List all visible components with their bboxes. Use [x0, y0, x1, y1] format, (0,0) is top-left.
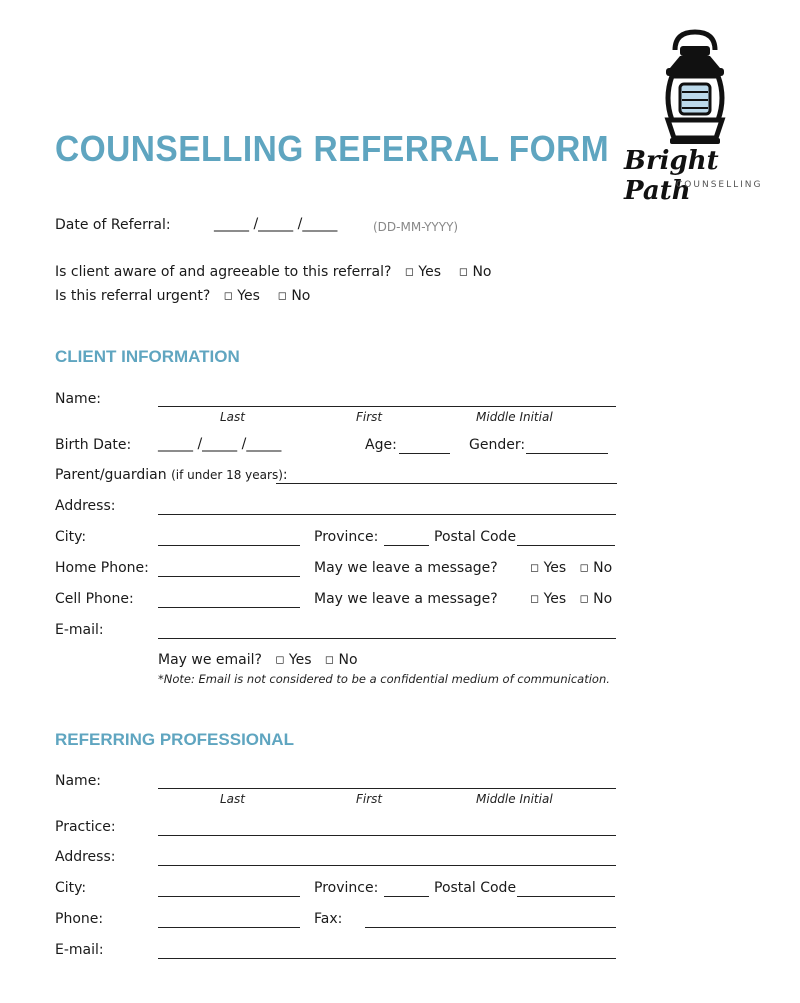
home-message-yes-label: Yes [543, 560, 567, 576]
pro-email-label: E-mail: [55, 942, 104, 958]
pro-postal-label: Postal Code [434, 880, 517, 896]
email-no-label: No [338, 652, 358, 668]
client-info-heading: CLIENT INFORMATION [55, 347, 240, 366]
page-title: COUNSELLING REFERRAL FORM [55, 128, 610, 169]
urgent-question: Is this referral urgent? [55, 288, 211, 304]
client-postal-label: Postal Code [434, 529, 517, 545]
client-home-message-question: May we leave a message? [314, 560, 498, 576]
lantern-icon [620, 28, 770, 148]
pro-sub-middle: Middle Initial [476, 792, 553, 806]
urgent-yes-checkbox[interactable]: ◻ [223, 289, 233, 302]
pro-fax-field[interactable] [365, 927, 616, 928]
pro-name-field[interactable] [158, 788, 616, 789]
pro-practice-label: Practice: [55, 819, 116, 835]
pro-name-label: Name: [55, 773, 102, 789]
client-province-field[interactable] [384, 545, 429, 546]
client-age-label: Age: [365, 437, 397, 453]
client-gender-field[interactable] [526, 453, 608, 454]
client-name-field[interactable] [158, 406, 616, 407]
client-province-label: Province: [314, 529, 379, 545]
aware-question-row [55, 264, 491, 280]
cell-message-yes-checkbox[interactable]: ◻ [530, 592, 540, 605]
cell-message-yes-label: Yes [543, 591, 567, 607]
pro-practice-field[interactable] [158, 835, 616, 836]
aware-yes-checkbox[interactable]: ◻ [404, 265, 414, 278]
client-email-question: May we email? [158, 652, 262, 668]
client-age-field[interactable] [399, 453, 450, 454]
client-home-phone-field[interactable] [158, 576, 300, 577]
home-message-yes-checkbox[interactable]: ◻ [530, 561, 540, 574]
aware-no-label: No [472, 264, 492, 280]
client-cell-message-question: May we leave a message? [314, 591, 498, 607]
urgent-no-label: No [291, 288, 311, 304]
client-parent-label: Parent/guardian [55, 467, 167, 483]
pro-address-label: Address: [55, 849, 116, 865]
email-yes-checkbox[interactable]: ◻ [275, 653, 285, 666]
urgent-no-checkbox[interactable]: ◻ [277, 289, 287, 302]
pro-phone-label: Phone: [55, 911, 104, 927]
urgent-yes-label: Yes [237, 288, 260, 304]
pro-email-field[interactable] [158, 958, 616, 959]
client-cell-message-options [530, 591, 612, 607]
referring-professional-heading: REFERRING PROFESSIONAL [55, 730, 294, 749]
pro-city-field[interactable] [158, 896, 300, 897]
client-cell-phone-field[interactable] [158, 607, 300, 608]
aware-question: Is client aware of and agreeable to this referral? [55, 264, 392, 280]
client-postal-field[interactable] [517, 545, 615, 546]
referral-date-blanks[interactable]: _____ /_____ /_____ [214, 216, 338, 232]
client-sub-first: First [356, 410, 383, 424]
client-name-label: Name: [55, 391, 102, 407]
pro-province-field[interactable] [384, 896, 429, 897]
logo-name: Bright Path [624, 146, 719, 206]
aware-yes-label: Yes [418, 264, 442, 280]
referral-date-hint: (DD-MM-YYYY) [373, 220, 459, 234]
client-email-note: *Note: Email is not considered to be a confidential medium of communication. [158, 672, 610, 686]
client-email-question-row [158, 652, 358, 668]
client-parent-note: (if under 18 years) [171, 468, 283, 482]
email-no-checkbox[interactable]: ◻ [324, 653, 335, 666]
client-sub-last: Last [220, 410, 245, 424]
client-email-field[interactable] [158, 638, 616, 639]
client-city-label: City: [55, 529, 87, 545]
pro-sub-first: First [356, 792, 383, 806]
pro-sub-last: Last [220, 792, 245, 806]
client-parent-field[interactable] [276, 483, 617, 484]
pro-phone-field[interactable] [158, 927, 300, 928]
client-address-field[interactable] [158, 514, 616, 515]
pro-postal-field[interactable] [517, 896, 615, 897]
home-message-no-label: No [593, 560, 613, 576]
client-gender-label: Gender: [469, 437, 526, 453]
urgent-question-row [55, 288, 310, 304]
client-parent-colon: : [282, 467, 288, 483]
client-email-label: E-mail: [55, 622, 104, 638]
client-birth-blanks[interactable]: _____ /_____ /_____ [158, 436, 282, 452]
pro-city-label: City: [55, 880, 87, 896]
client-address-label: Address: [55, 498, 116, 514]
home-message-no-checkbox[interactable]: ◻ [579, 561, 589, 574]
client-home-phone-label: Home Phone: [55, 560, 149, 576]
client-parent-row [55, 467, 288, 483]
client-birth-label: Birth Date: [55, 437, 132, 453]
pro-address-field[interactable] [158, 865, 616, 866]
pro-province-label: Province: [314, 880, 379, 896]
client-cell-phone-label: Cell Phone: [55, 591, 134, 607]
email-yes-label: Yes [288, 652, 312, 668]
cell-message-no-checkbox[interactable]: ◻ [579, 592, 589, 605]
pro-fax-label: Fax: [314, 911, 343, 927]
aware-no-checkbox[interactable]: ◻ [458, 265, 468, 278]
cell-message-no-label: No [593, 591, 613, 607]
client-home-message-options [530, 560, 612, 576]
client-city-field[interactable] [158, 545, 300, 546]
bright-path-logo [620, 28, 770, 206]
referral-date-label: Date of Referral: [55, 217, 171, 233]
client-sub-middle: Middle Initial [476, 410, 553, 424]
logo-tagline: COUNSELLING [676, 180, 763, 190]
